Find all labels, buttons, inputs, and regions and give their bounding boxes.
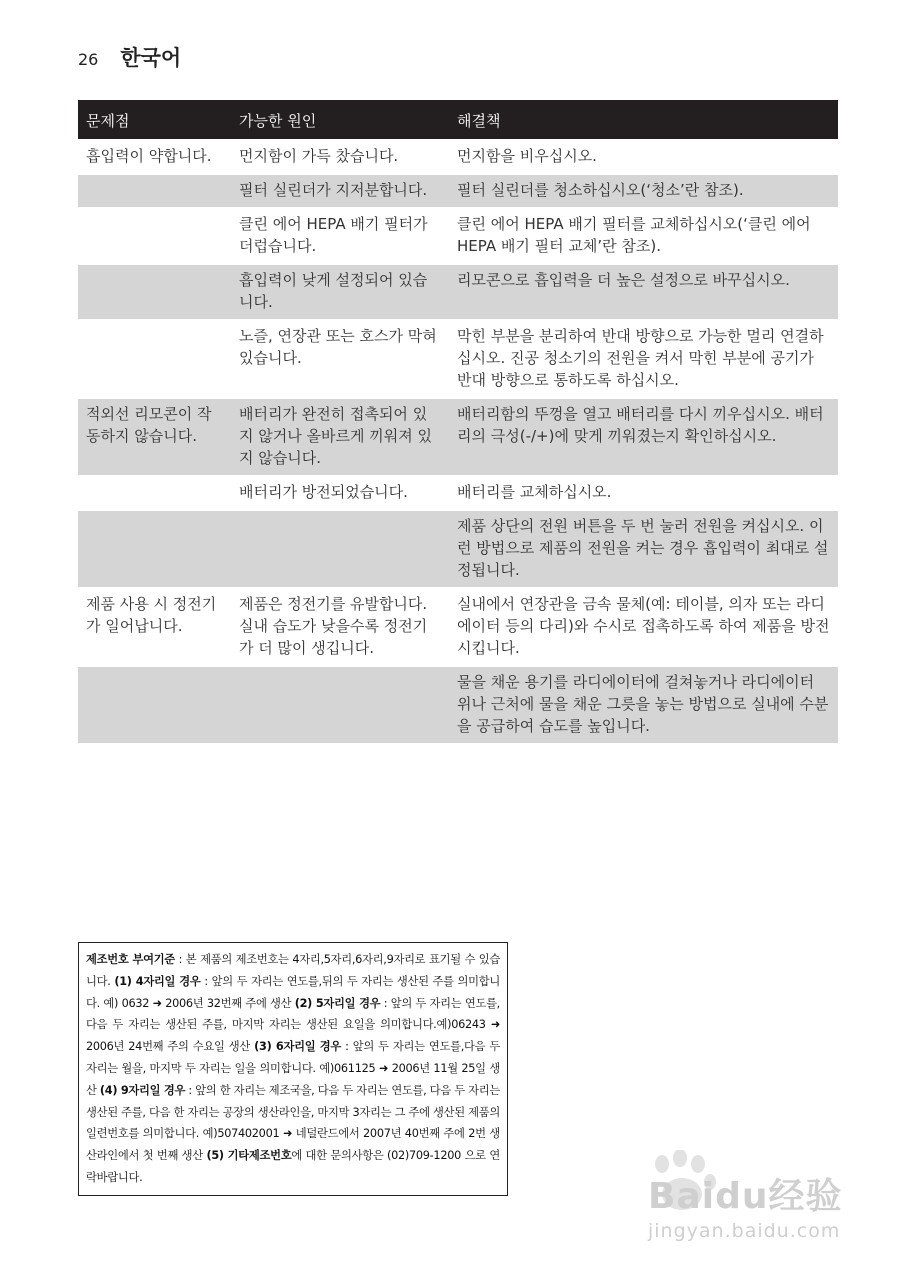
notice-section-label: (2) 5자리일 경우 [294, 996, 381, 1010]
notice-section-text: : 앞의 두 자리는 연도를,뒤의 두 자리는 생산된 주를 의미합니다. 예) 0632 [86, 974, 501, 1010]
table-row [78, 320, 838, 398]
header-problem: 문제점 [78, 100, 231, 140]
baidu-watermark [640, 1150, 870, 1260]
cell-cause: 배터리가 방전되었습니다. [231, 476, 449, 510]
serial-number-notice [78, 942, 508, 1196]
cell-problem [78, 264, 231, 320]
notice-section-result: 2006년 11월 25일 생산 [86, 1061, 500, 1097]
cell-cause: 배터리가 완전히 접촉되어 있지 않거나 올바르게 끼워져 있지 않습니다. [231, 398, 449, 476]
cell-cause: 노즐, 연장관 또는 호스가 막혀 있습니다. [231, 320, 449, 398]
table-row [78, 510, 838, 588]
cell-cause: 제품은 정전기를 유발합니다. 실내 습도가 낮을수록 정전기가 더 많이 생깁니다. [231, 588, 449, 666]
header-cause: 가능한 원인 [231, 100, 449, 140]
cell-cause: 먼지함이 가득 찼습니다. [231, 140, 449, 174]
table-row [78, 588, 838, 666]
cell-problem [78, 208, 231, 264]
troubleshooting-table [78, 100, 838, 743]
cell-solution: 배터리를 교체하십시오. [449, 476, 838, 510]
table-row [78, 208, 838, 264]
cell-problem: 흡입력이 약합니다. [78, 140, 231, 174]
cell-solution: 막힌 부분을 분리하여 반대 방향으로 가능한 멀리 연결하십시오. 진공 청소기의 전원을 켜서 막힌 부분에 공기가 반대 방향으로 통하도록 하십시오. [449, 320, 838, 398]
cell-problem [78, 320, 231, 398]
cell-solution: 필터 실린더를 청소하십시오(‘청소’란 참조). [449, 174, 838, 208]
table-header-row [78, 100, 838, 140]
cell-solution: 실내에서 연장관을 금속 물체(예: 테이블, 의자 또는 라디에이터 등의 다리)와 수시로 접촉하도록 하여 제품을 방전시킵니다. [449, 588, 838, 666]
cell-solution: 클린 에어 HEPA 배기 필터를 교체하십시오(‘클린 에어 HEPA 배기 필터 교체’란 참조). [449, 208, 838, 264]
notice-section-text: 에 대한 문의사항은 (02)709-1200 으로 연락바랍니다. [86, 1149, 500, 1184]
cell-cause: 필터 실린더가 지저분합니다. [231, 174, 449, 208]
arrow-icon: ➜ [378, 1061, 389, 1075]
table-row [78, 140, 838, 174]
notice-section-result: 네덜란드에서 2007년 40번째 주에 2번 생산라인에서 첫 번째 생산 [86, 1127, 500, 1163]
page-header [78, 42, 181, 72]
arrow-icon: ➜ [152, 996, 162, 1010]
notice-section-result: 2006년 32번째 주에 생산 [161, 996, 295, 1010]
notice-section-result: 2006년 24번째 주의 수요일 생산 [86, 1040, 255, 1054]
watermark-logo-text: Baidu经验 [648, 1176, 843, 1217]
table-row [78, 666, 838, 743]
cell-problem: 적외선 리모콘이 작동하지 않습니다. [78, 398, 231, 476]
cell-solution: 먼지함을 비우십시오. [449, 140, 838, 174]
page-number: 26 [78, 50, 99, 69]
watermark-url: jingyan.baidu.com [648, 1220, 841, 1242]
notice-section-text: : 앞의 두 자리는 연도를,다음 두 자리는 월을, 마지막 두 자리는 일을 의미합니다. 예)061125 [86, 1040, 500, 1075]
cell-cause: 흡입력이 낮게 설정되어 있습니다. [231, 264, 449, 320]
table-row [78, 174, 838, 208]
notice-section-label: (4) 9자리일 경우 [99, 1083, 186, 1097]
cell-cause [231, 510, 449, 588]
cell-solution: 제품 상단의 전원 버튼을 두 번 눌러 전원을 켜십시오. 이런 방법으로 제품의 전원을 켜는 경우 흡입력이 최대로 설정됩니다. [449, 510, 838, 588]
table-row [78, 476, 838, 510]
table-row [78, 398, 838, 476]
notice-section-label: (3) 6자리일 경우 [254, 1040, 342, 1054]
notice-intro: : 본 제품의 제조번호는 4자리,5자리,6자리,9자리로 표기될 수 있습니다. [86, 953, 501, 988]
notice-title: 제조번호 부여기준 [86, 953, 175, 966]
table-row [78, 264, 838, 320]
notice-section-label: (5) 기타제조번호 [206, 1149, 292, 1163]
cell-cause [231, 666, 449, 743]
cell-cause: 클린 에어 HEPA 배기 필터가 더럽습니다. [231, 208, 449, 264]
language-heading: 한국어 [120, 46, 182, 70]
cell-problem [78, 510, 231, 588]
cell-solution: 물을 채운 용기를 라디에이터에 걸쳐놓거나 라디에이터 위나 근처에 물을 채운 그릇을 놓는 방법으로 실내에 수분을 공급하여 습도를 높입니다. [449, 666, 838, 743]
notice-section-text: : 앞의 두 자리는 연도를,다음 두 자리는 생산된 주를, 마지막 자리는 생산된 요일을 의미합니다.예)06243 [86, 996, 500, 1032]
notice-section-text: : 앞의 한 자리는 제조국을, 다음 두 자리는 연도를, 다음 두 자리는 생산된 주를, 다음 한 자리는 공장의 생산라인을, 마지막 3자리는 그 주에 생산된 제품의 일련번호를 의미합니다. 예)507402001 [86, 1083, 500, 1141]
arrow-icon: ➜ [282, 1127, 293, 1141]
notice-section-label: (1) 4자리일 경우 [114, 974, 201, 988]
cell-solution: 배터리함의 뚜껑을 열고 배터리를 다시 끼우십시오. 배터리의 극성(-/+)에 맞게 끼워졌는지 확인하십시오. [449, 398, 838, 476]
cell-solution: 리모콘으로 흡입력을 더 높은 설정으로 바꾸십시오. [449, 264, 838, 320]
cell-problem [78, 666, 231, 743]
header-solution: 해결책 [449, 100, 838, 140]
arrow-icon: ➜ [490, 1018, 500, 1032]
cell-problem [78, 174, 231, 208]
cell-problem: 제품 사용 시 정전기가 일어납니다. [78, 588, 231, 666]
cell-problem [78, 476, 231, 510]
